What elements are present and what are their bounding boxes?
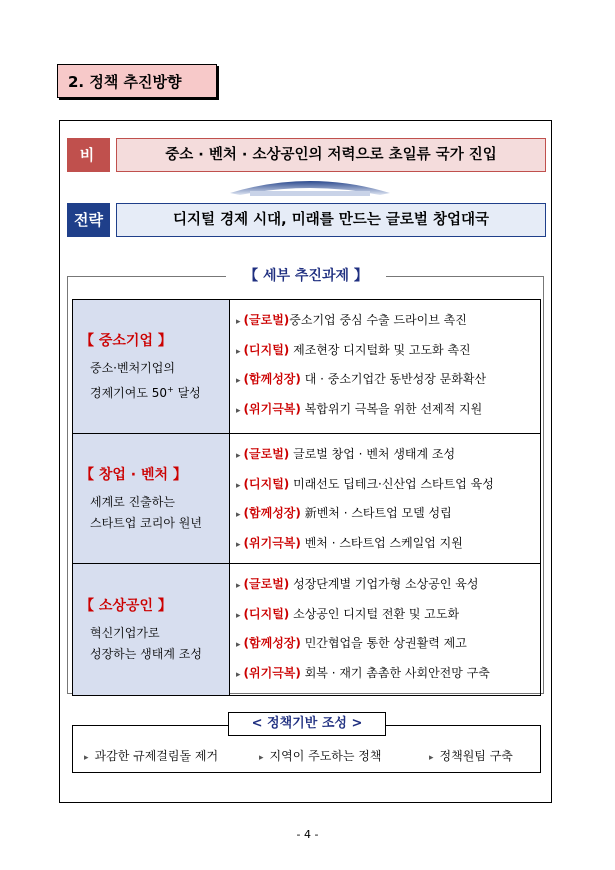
upward-arrow-icon bbox=[230, 173, 390, 197]
list-item: ▸ 과감한 규제걸림돌 제거 bbox=[84, 749, 219, 763]
triangle-right-icon: ▸ bbox=[236, 451, 241, 461]
list-item: ▸ 정책원팀 구축 bbox=[429, 749, 513, 763]
list-item: ▸ (함께성장) 대 · 중소기업간 동반성장 문화확산 bbox=[236, 372, 487, 386]
triangle-right-icon: ▸ bbox=[236, 405, 241, 416]
group-row bbox=[73, 300, 540, 433]
triangle-right-icon: ▸ bbox=[259, 753, 264, 763]
basis-heading: < 정책기반 조성 > bbox=[228, 712, 386, 736]
list-item: ▸ (디지털) 미래선도 딥테크·신산업 스타트업 육성 bbox=[236, 476, 494, 491]
list-item: ▸ (디지털) 소상공인 디지털 전환 및 고도화 bbox=[236, 606, 460, 621]
triangle-right-icon: ▸ bbox=[236, 317, 241, 327]
list-item: ▸ (위기극복) 회복 · 재기 촘촘한 사회안전망 구축 bbox=[236, 665, 490, 680]
group-desc: 성장하는 생태계 조성 bbox=[90, 646, 202, 661]
triangle-right-icon: ▸ bbox=[236, 346, 241, 357]
triangle-right-icon: ▸ bbox=[236, 539, 241, 550]
page-number: - 4 - bbox=[296, 828, 319, 841]
list-item: ▸ (디지털) 제조현장 디지털화 및 고도화 촉진 bbox=[236, 342, 471, 357]
group-title: 【 중소기업 】 bbox=[80, 332, 172, 349]
list-item: ▸ (함께성장) 민간협업을 통한 상권활력 제고 bbox=[236, 636, 467, 650]
list-item: ▸ (글로벌)중소기업 중심 수출 드라이브 촉진 bbox=[236, 313, 467, 327]
triangle-right-icon: ▸ bbox=[429, 753, 434, 763]
list-item: ▸ (함께성장) 新벤처 · 스타트업 모델 성립 bbox=[236, 506, 452, 520]
strategy-label: 전략 bbox=[67, 203, 110, 237]
triangle-right-icon: ▸ bbox=[84, 753, 89, 763]
list-item: ▸ 지역이 주도하는 정책 bbox=[259, 749, 382, 763]
vision-text: 중소 · 벤처 · 소상공인의 저력으로 초일류 국가 진입 bbox=[116, 138, 546, 172]
triangle-right-icon: ▸ bbox=[236, 510, 241, 520]
triangle-right-icon: ▸ bbox=[236, 610, 241, 621]
group-title: 【 소상공인 】 bbox=[80, 597, 172, 614]
group-summary bbox=[73, 564, 230, 695]
triangle-right-icon: ▸ bbox=[236, 669, 241, 680]
list-item: ▸ (글로벌) 글로벌 창업 · 벤처 생태계 조성 bbox=[236, 447, 456, 461]
strategy-text: 디지털 경제 시대, 미래를 만드는 글로벌 창업대국 bbox=[116, 203, 546, 237]
group-desc: 세계로 진출하는 bbox=[90, 494, 175, 509]
group-title: 【 창업 · 벤처 】 bbox=[80, 466, 187, 483]
group-desc: 중소·벤처기업의 bbox=[90, 360, 175, 375]
group-row bbox=[73, 563, 540, 695]
triangle-right-icon: ▸ bbox=[236, 581, 241, 591]
list-item: ▸ (글로벌) 성장단계별 기업가형 소상공인 육성 bbox=[236, 577, 479, 591]
triangle-right-icon: ▸ bbox=[236, 640, 241, 650]
vision-label: 비 전 bbox=[67, 138, 110, 172]
group-desc: 혁신기업가로 bbox=[90, 625, 160, 640]
group-items bbox=[230, 564, 540, 695]
triangle-right-icon: ▸ bbox=[236, 376, 241, 386]
list-item: ▸ (위기극복) 복합위기 극복을 위한 선제적 지원 bbox=[236, 401, 483, 416]
group-items bbox=[230, 434, 540, 563]
triangle-right-icon: ▸ bbox=[236, 480, 241, 491]
basis-list bbox=[84, 747, 544, 764]
section-title: 2. 정책 추진방향 bbox=[57, 64, 217, 98]
detail-heading: 【 세부 추진과제 】 bbox=[226, 265, 386, 287]
group-summary bbox=[73, 434, 230, 563]
group-row bbox=[73, 433, 540, 563]
group-items bbox=[230, 300, 540, 433]
group-desc: 스타트업 코리아 원년 bbox=[90, 515, 202, 530]
task-table bbox=[72, 299, 541, 696]
group-desc: 경제기여도 50+ 달성 bbox=[90, 384, 201, 400]
group-summary bbox=[73, 300, 230, 433]
list-item: ▸ (위기극복) 벤처 · 스타트업 스케일업 지원 bbox=[236, 535, 463, 550]
